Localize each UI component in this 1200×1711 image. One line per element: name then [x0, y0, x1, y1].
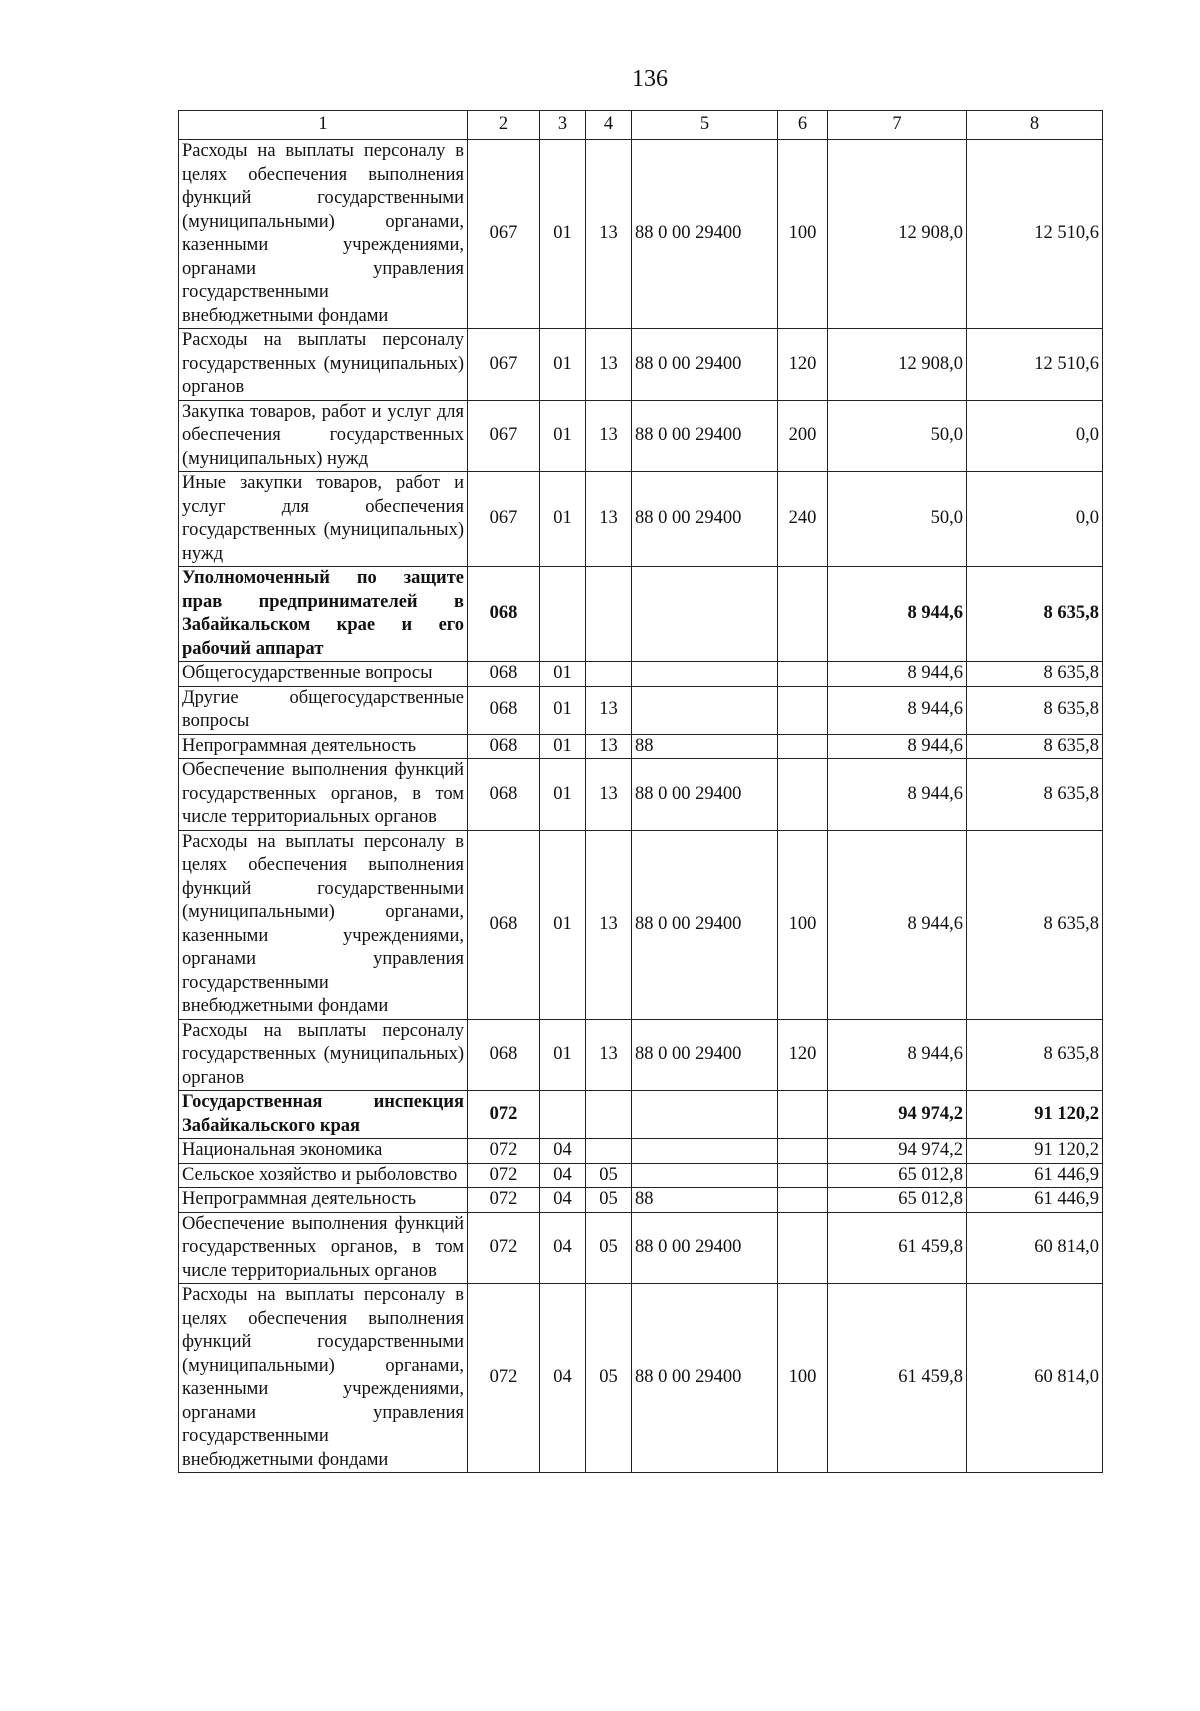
cell-target-article — [632, 686, 778, 734]
cell-expense-type: 100 — [778, 830, 828, 1019]
cell-amount-year-1: 8 944,6 — [828, 830, 967, 1019]
cell-section: 04 — [540, 1188, 586, 1213]
cell-amount-year-2: 60 814,0 — [967, 1284, 1103, 1473]
cell-subsection — [586, 662, 632, 687]
cell-admin-code: 067 — [468, 400, 540, 472]
cell-admin-code: 068 — [468, 1019, 540, 1091]
budget-table — [178, 110, 1103, 1473]
table-row — [179, 567, 1103, 662]
cell-description: Сельское хозяйство и рыболовство — [179, 1163, 468, 1188]
cell-admin-code: 072 — [468, 1139, 540, 1164]
cell-amount-year-2: 8 635,8 — [967, 759, 1103, 831]
cell-section: 01 — [540, 329, 586, 401]
cell-amount-year-2: 12 510,6 — [967, 329, 1103, 401]
cell-target-article: 88 0 00 29400 — [632, 472, 778, 567]
table-row — [179, 1091, 1103, 1139]
cell-description: Непрограммная деятельность — [179, 1188, 468, 1213]
cell-description: Расходы на выплаты персоналу в целях обеспечения выполнения функций государственными (муниципальными) органами, казенными учреждениями, органами управления государственными внебюджетными фондами — [179, 830, 468, 1019]
column-header-8: 8 — [967, 111, 1103, 140]
cell-target-article: 88 — [632, 734, 778, 759]
cell-description: Уполномоченный по защите прав предпринимателей в Забайкальском крае и его рабочий аппарат — [179, 567, 468, 662]
cell-amount-year-1: 94 974,2 — [828, 1091, 967, 1139]
cell-description: Государственная инспекция Забайкальского края — [179, 1091, 468, 1139]
cell-target-article — [632, 1091, 778, 1139]
column-header-7: 7 — [828, 111, 967, 140]
cell-expense-type: 240 — [778, 472, 828, 567]
table-row — [179, 329, 1103, 401]
cell-section: 04 — [540, 1284, 586, 1473]
table-row — [179, 662, 1103, 687]
cell-target-article: 88 0 00 29400 — [632, 1212, 778, 1284]
table-row — [179, 1163, 1103, 1188]
cell-subsection — [586, 1139, 632, 1164]
cell-description: Непрограммная деятельность — [179, 734, 468, 759]
cell-subsection: 13 — [586, 140, 632, 329]
cell-admin-code: 067 — [468, 140, 540, 329]
cell-amount-year-1: 8 944,6 — [828, 1019, 967, 1091]
cell-amount-year-1: 50,0 — [828, 472, 967, 567]
cell-description: Расходы на выплаты персоналу государственных (муниципальных) органов — [179, 1019, 468, 1091]
cell-admin-code: 068 — [468, 759, 540, 831]
table-row — [179, 686, 1103, 734]
cell-amount-year-1: 8 944,6 — [828, 662, 967, 687]
cell-section: 04 — [540, 1163, 586, 1188]
cell-amount-year-2: 8 635,8 — [967, 734, 1103, 759]
cell-amount-year-2: 61 446,9 — [967, 1188, 1103, 1213]
cell-section — [540, 1091, 586, 1139]
cell-subsection: 13 — [586, 830, 632, 1019]
cell-amount-year-1: 12 908,0 — [828, 140, 967, 329]
cell-subsection: 05 — [586, 1188, 632, 1213]
cell-expense-type — [778, 759, 828, 831]
cell-expense-type — [778, 1091, 828, 1139]
table-row — [179, 1188, 1103, 1213]
cell-expense-type: 200 — [778, 400, 828, 472]
table-row — [179, 1019, 1103, 1091]
table-row — [179, 759, 1103, 831]
cell-amount-year-1: 8 944,6 — [828, 567, 967, 662]
cell-amount-year-1: 50,0 — [828, 400, 967, 472]
cell-admin-code: 067 — [468, 329, 540, 401]
cell-target-article: 88 0 00 29400 — [632, 830, 778, 1019]
cell-subsection — [586, 567, 632, 662]
cell-target-article — [632, 662, 778, 687]
cell-subsection: 13 — [586, 329, 632, 401]
cell-expense-type — [778, 1139, 828, 1164]
column-header-1: 1 — [179, 111, 468, 140]
cell-target-article: 88 — [632, 1188, 778, 1213]
cell-section: 01 — [540, 400, 586, 472]
cell-section: 01 — [540, 140, 586, 329]
cell-section: 01 — [540, 1019, 586, 1091]
cell-expense-type — [778, 1188, 828, 1213]
cell-admin-code: 068 — [468, 830, 540, 1019]
table-row — [179, 1284, 1103, 1473]
cell-target-article — [632, 1163, 778, 1188]
cell-admin-code: 067 — [468, 472, 540, 567]
cell-admin-code: 068 — [468, 734, 540, 759]
cell-description: Другие общегосударственные вопросы — [179, 686, 468, 734]
cell-section: 04 — [540, 1212, 586, 1284]
cell-target-article — [632, 567, 778, 662]
cell-amount-year-2: 8 635,8 — [967, 662, 1103, 687]
column-header-3: 3 — [540, 111, 586, 140]
cell-expense-type — [778, 567, 828, 662]
cell-description: Обеспечение выполнения функций государственных органов, в том числе территориальных органов — [179, 759, 468, 831]
cell-target-article: 88 0 00 29400 — [632, 400, 778, 472]
cell-admin-code: 068 — [468, 662, 540, 687]
cell-subsection: 13 — [586, 686, 632, 734]
cell-amount-year-1: 61 459,8 — [828, 1212, 967, 1284]
column-header-2: 2 — [468, 111, 540, 140]
cell-amount-year-1: 12 908,0 — [828, 329, 967, 401]
cell-target-article: 88 0 00 29400 — [632, 1284, 778, 1473]
cell-amount-year-1: 65 012,8 — [828, 1163, 967, 1188]
cell-expense-type — [778, 686, 828, 734]
table-row — [179, 734, 1103, 759]
cell-target-article: 88 0 00 29400 — [632, 140, 778, 329]
cell-description: Иные закупки товаров, работ и услуг для обеспечения государственных (муниципальных) нужд — [179, 472, 468, 567]
cell-section: 01 — [540, 734, 586, 759]
cell-amount-year-2: 12 510,6 — [967, 140, 1103, 329]
cell-subsection: 13 — [586, 472, 632, 567]
cell-section — [540, 567, 586, 662]
cell-expense-type: 120 — [778, 329, 828, 401]
cell-target-article — [632, 1139, 778, 1164]
cell-description: Закупка товаров, работ и услуг для обеспечения государственных (муниципальных) нужд — [179, 400, 468, 472]
cell-amount-year-1: 8 944,6 — [828, 686, 967, 734]
table-row — [179, 140, 1103, 329]
cell-expense-type — [778, 1212, 828, 1284]
cell-amount-year-2: 8 635,8 — [967, 830, 1103, 1019]
cell-amount-year-1: 94 974,2 — [828, 1139, 967, 1164]
table-row — [179, 400, 1103, 472]
cell-admin-code: 072 — [468, 1212, 540, 1284]
column-header-6: 6 — [778, 111, 828, 140]
cell-admin-code: 068 — [468, 567, 540, 662]
table-row — [179, 830, 1103, 1019]
table-row — [179, 1212, 1103, 1284]
cell-section: 01 — [540, 472, 586, 567]
cell-description: Расходы на выплаты персоналу в целях обеспечения выполнения функций государственными (муниципальными) органами, казенными учреждениями, органами управления государственными внебюджетными фондами — [179, 140, 468, 329]
table-row — [179, 1139, 1103, 1164]
cell-admin-code: 072 — [468, 1091, 540, 1139]
cell-expense-type — [778, 662, 828, 687]
cell-admin-code: 068 — [468, 686, 540, 734]
cell-admin-code: 072 — [468, 1188, 540, 1213]
cell-amount-year-1: 8 944,6 — [828, 734, 967, 759]
cell-subsection: 13 — [586, 400, 632, 472]
cell-expense-type: 100 — [778, 1284, 828, 1473]
cell-subsection: 05 — [586, 1212, 632, 1284]
page-number: 136 — [632, 66, 668, 92]
cell-admin-code: 072 — [468, 1284, 540, 1473]
column-header-4: 4 — [586, 111, 632, 140]
cell-subsection: 13 — [586, 759, 632, 831]
cell-description: Расходы на выплаты персоналу государственных (муниципальных) органов — [179, 329, 468, 401]
column-header-5: 5 — [632, 111, 778, 140]
cell-amount-year-2: 60 814,0 — [967, 1212, 1103, 1284]
cell-subsection — [586, 1091, 632, 1139]
cell-amount-year-1: 8 944,6 — [828, 759, 967, 831]
cell-amount-year-2: 0,0 — [967, 400, 1103, 472]
cell-amount-year-2: 8 635,8 — [967, 1019, 1103, 1091]
cell-subsection: 13 — [586, 734, 632, 759]
cell-amount-year-2: 8 635,8 — [967, 686, 1103, 734]
cell-description: Общегосударственные вопросы — [179, 662, 468, 687]
cell-amount-year-1: 65 012,8 — [828, 1188, 967, 1213]
cell-amount-year-2: 0,0 — [967, 472, 1103, 567]
table-row — [179, 472, 1103, 567]
cell-description: Национальная экономика — [179, 1139, 468, 1164]
cell-description: Обеспечение выполнения функций государственных органов, в том числе территориальных органов — [179, 1212, 468, 1284]
cell-subsection: 05 — [586, 1284, 632, 1473]
cell-section: 01 — [540, 830, 586, 1019]
cell-target-article: 88 0 00 29400 — [632, 1019, 778, 1091]
cell-amount-year-2: 91 120,2 — [967, 1091, 1103, 1139]
cell-amount-year-2: 91 120,2 — [967, 1139, 1103, 1164]
table-header-row — [179, 111, 1103, 140]
cell-section: 01 — [540, 662, 586, 687]
cell-section: 04 — [540, 1139, 586, 1164]
cell-expense-type — [778, 1163, 828, 1188]
cell-section: 01 — [540, 686, 586, 734]
cell-section: 01 — [540, 759, 586, 831]
cell-admin-code: 072 — [468, 1163, 540, 1188]
cell-amount-year-2: 61 446,9 — [967, 1163, 1103, 1188]
cell-expense-type: 120 — [778, 1019, 828, 1091]
cell-expense-type — [778, 734, 828, 759]
cell-amount-year-1: 61 459,8 — [828, 1284, 967, 1473]
cell-description: Расходы на выплаты персоналу в целях обеспечения выполнения функций государственными (муниципальными) органами, казенными учреждениями, органами управления государственными внебюджетными фондами — [179, 1284, 468, 1473]
cell-subsection: 13 — [586, 1019, 632, 1091]
cell-amount-year-2: 8 635,8 — [967, 567, 1103, 662]
cell-target-article: 88 0 00 29400 — [632, 329, 778, 401]
cell-target-article: 88 0 00 29400 — [632, 759, 778, 831]
cell-subsection: 05 — [586, 1163, 632, 1188]
cell-expense-type: 100 — [778, 140, 828, 329]
